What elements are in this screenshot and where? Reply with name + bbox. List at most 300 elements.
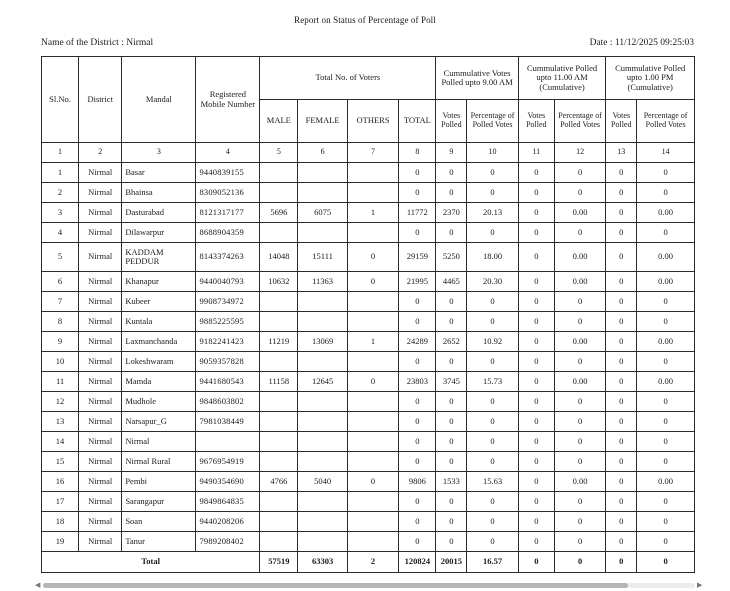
cell-others xyxy=(347,452,398,472)
cell-others xyxy=(347,312,398,332)
cell-male xyxy=(260,492,298,512)
cell-votes-polled-1pm: 0 xyxy=(606,392,637,412)
cell-others: 1 xyxy=(347,203,398,223)
cell-total: 0 xyxy=(399,412,436,432)
cell-female xyxy=(298,492,347,512)
cell-sl-no: 4 xyxy=(42,223,79,243)
cell-votes-polled-11am: 0 xyxy=(518,372,554,392)
cell-total: 0 xyxy=(399,452,436,472)
cell-mobile: 8688904359 xyxy=(196,223,260,243)
cell-votes-polled-11am: 0 xyxy=(518,203,554,223)
cell-female xyxy=(298,512,347,532)
cell-pct-polled-11am: 0 xyxy=(554,223,605,243)
cell-total: 0 xyxy=(399,163,436,183)
scroll-left-arrow-icon[interactable]: ◀ xyxy=(35,581,41,589)
cell-mandal: Lokeshwaram xyxy=(122,352,196,372)
cell-mobile: 7981038449 xyxy=(196,412,260,432)
cell-votes-polled-1pm: 0 xyxy=(606,372,637,392)
cell-votes-polled-9am: 0 xyxy=(436,223,467,243)
cell-mobile: 9440839155 xyxy=(196,163,260,183)
report-title: Report on Status of Percentage of Poll xyxy=(294,15,436,25)
cell-votes-polled-9am: 0 xyxy=(436,512,467,532)
cell-sl-no: 13 xyxy=(42,412,79,432)
cell-votes-polled-11am: 0 xyxy=(518,272,554,292)
cell-female: 11363 xyxy=(298,272,347,292)
cell-votes-polled-9am: 0 xyxy=(436,292,467,312)
cell-votes-polled-9am: 0 xyxy=(436,312,467,332)
cell-pct-polled-11am: 0 xyxy=(554,352,605,372)
cell-votes-polled-1pm: 0 xyxy=(606,272,637,292)
col-header-mandal: Mandal xyxy=(122,57,196,143)
total-row xyxy=(42,552,695,573)
cell-sl-no: 18 xyxy=(42,512,79,532)
cell-others xyxy=(347,163,398,183)
cell-votes-polled-11am: 0 xyxy=(518,163,554,183)
cell-district: Nirmal xyxy=(79,203,122,223)
cell-district: Nirmal xyxy=(79,223,122,243)
cell-sl-no: 6 xyxy=(42,272,79,292)
cell-male: 11219 xyxy=(260,332,298,352)
table-row xyxy=(42,312,695,332)
column-index: 9 xyxy=(436,143,467,163)
cell-mandal: Kubeer xyxy=(122,292,196,312)
column-index: 14 xyxy=(637,143,695,163)
cell-pct-polled-11am: 0.00 xyxy=(554,332,605,352)
cell-pct-polled-11am: 0.00 xyxy=(554,372,605,392)
cell-pct-polled-9am: 0 xyxy=(467,292,519,312)
cell-mobile: 8143374263 xyxy=(196,243,260,272)
col-header-votes-polled-1pm: Votes Polled xyxy=(606,100,637,143)
cell-mobile: 7989208402 xyxy=(196,532,260,552)
cell-total: 0 xyxy=(399,492,436,512)
cell-votes-polled-9am: 0 xyxy=(436,392,467,412)
cell-sl-no: 2 xyxy=(42,183,79,203)
cell-female xyxy=(298,183,347,203)
cell-sl-no: 1 xyxy=(42,163,79,183)
cell-female: 12645 xyxy=(298,372,347,392)
cell-male xyxy=(260,452,298,472)
column-index: 2 xyxy=(79,143,122,163)
cell-votes-polled-1pm: 0 xyxy=(606,312,637,332)
cell-female xyxy=(298,412,347,432)
cell-votes-polled-11am: 0 xyxy=(518,412,554,432)
cell-male xyxy=(260,223,298,243)
cell-votes-polled-11am: 0 xyxy=(518,492,554,512)
cell-pct-polled-1pm: 0 xyxy=(637,532,695,552)
col-header-cum-11am: Cummulative Polled upto 11.00 AM (Cumulative) xyxy=(518,57,606,100)
cell-sl-no: 14 xyxy=(42,432,79,452)
cell-mandal: Dasturabad xyxy=(122,203,196,223)
total-votes-polled-9am: 20015 xyxy=(436,552,467,573)
cell-votes-polled-9am: 0 xyxy=(436,532,467,552)
cell-pct-polled-11am: 0.00 xyxy=(554,472,605,492)
cell-female xyxy=(298,223,347,243)
cell-male xyxy=(260,292,298,312)
cell-mobile: 8121317177 xyxy=(196,203,260,223)
col-header-cum-1pm: Cummulative Polled upto 1.00 PM (Cumulative) xyxy=(606,57,695,100)
cell-total: 21995 xyxy=(399,272,436,292)
cell-pct-polled-11am: 0 xyxy=(554,183,605,203)
cell-votes-polled-1pm: 0 xyxy=(606,163,637,183)
cell-others: 1 xyxy=(347,332,398,352)
cell-votes-polled-1pm: 0 xyxy=(606,412,637,432)
total-female: 63303 xyxy=(298,552,347,573)
total-pct-polled-9am: 16.57 xyxy=(467,552,519,573)
cell-votes-polled-9am: 1533 xyxy=(436,472,467,492)
cell-pct-polled-1pm: 0 xyxy=(637,492,695,512)
cell-others xyxy=(347,432,398,452)
cell-pct-polled-9am: 0 xyxy=(467,532,519,552)
cell-female xyxy=(298,432,347,452)
cell-votes-polled-9am: 0 xyxy=(436,352,467,372)
table-row xyxy=(42,332,695,352)
column-index: 8 xyxy=(399,143,436,163)
table-row xyxy=(42,512,695,532)
total-others: 2 xyxy=(347,552,398,573)
cell-pct-polled-1pm: 0.00 xyxy=(637,243,695,272)
total-votes-polled-1pm: 0 xyxy=(606,552,637,573)
cell-district: Nirmal xyxy=(79,332,122,352)
cell-district: Nirmal xyxy=(79,512,122,532)
cell-pct-polled-9am: 0 xyxy=(467,512,519,532)
cell-votes-polled-9am: 0 xyxy=(436,452,467,472)
cell-votes-polled-1pm: 0 xyxy=(606,452,637,472)
cell-pct-polled-9am: 0 xyxy=(467,492,519,512)
report-date-label: Date : 11/12/2025 09:25:03 xyxy=(589,38,694,48)
cell-others: 0 xyxy=(347,472,398,492)
cell-male xyxy=(260,512,298,532)
table-row xyxy=(42,272,695,292)
column-index: 10 xyxy=(467,143,519,163)
cell-votes-polled-9am: 0 xyxy=(436,432,467,452)
cell-pct-polled-1pm: 0.00 xyxy=(637,372,695,392)
cell-pct-polled-11am: 0 xyxy=(554,412,605,432)
cell-pct-polled-9am: 18.00 xyxy=(467,243,519,272)
cell-total: 0 xyxy=(399,392,436,412)
col-header-cum-9am: Cummulative Votes Polled upto 9.00 AM xyxy=(436,57,518,100)
cell-sl-no: 8 xyxy=(42,312,79,332)
cell-mandal: Mudhole xyxy=(122,392,196,412)
cell-votes-polled-1pm: 0 xyxy=(606,223,637,243)
cell-others: 0 xyxy=(347,243,398,272)
cell-district: Nirmal xyxy=(79,432,122,452)
cell-mobile: 9676954919 xyxy=(196,452,260,472)
cell-votes-polled-9am: 0 xyxy=(436,183,467,203)
cell-votes-polled-1pm: 0 xyxy=(606,492,637,512)
column-index: 4 xyxy=(196,143,260,163)
cell-pct-polled-11am: 0 xyxy=(554,452,605,472)
cell-pct-polled-1pm: 0.00 xyxy=(637,272,695,292)
table-row xyxy=(42,203,695,223)
cell-female: 6075 xyxy=(298,203,347,223)
cell-votes-polled-1pm: 0 xyxy=(606,292,637,312)
cell-mobile: 8309052136 xyxy=(196,183,260,203)
cell-total: 11772 xyxy=(399,203,436,223)
cell-pct-polled-9am: 0 xyxy=(467,392,519,412)
cell-male xyxy=(260,352,298,372)
cell-male xyxy=(260,532,298,552)
cell-pct-polled-1pm: 0 xyxy=(637,512,695,532)
cell-votes-polled-9am: 0 xyxy=(436,412,467,432)
cell-female xyxy=(298,532,347,552)
cell-mobile: 9849864835 xyxy=(196,492,260,512)
cell-mandal: Laxmanchanda xyxy=(122,332,196,352)
cell-others xyxy=(347,412,398,432)
cell-mandal: Sarangapur xyxy=(122,492,196,512)
table-row xyxy=(42,452,695,472)
cell-district: Nirmal xyxy=(79,492,122,512)
cell-female xyxy=(298,392,347,412)
cell-votes-polled-11am: 0 xyxy=(518,432,554,452)
cell-total: 0 xyxy=(399,352,436,372)
cell-votes-polled-9am: 2370 xyxy=(436,203,467,223)
cell-total: 23803 xyxy=(399,372,436,392)
scrollbar-thumb[interactable] xyxy=(43,583,628,588)
cell-district: Nirmal xyxy=(79,452,122,472)
cell-pct-polled-1pm: 0.00 xyxy=(637,203,695,223)
column-index: 6 xyxy=(298,143,347,163)
cell-pct-polled-9am: 0 xyxy=(467,412,519,432)
cell-others xyxy=(347,492,398,512)
column-index: 5 xyxy=(260,143,298,163)
cell-male xyxy=(260,392,298,412)
col-header-female: FEMALE xyxy=(298,100,347,143)
cell-others xyxy=(347,183,398,203)
cell-votes-polled-9am: 5250 xyxy=(436,243,467,272)
cell-sl-no: 17 xyxy=(42,492,79,512)
total-label: Total xyxy=(42,552,260,573)
cell-votes-polled-1pm: 0 xyxy=(606,532,637,552)
table-row xyxy=(42,243,695,272)
table-row xyxy=(42,412,695,432)
district-name-label: Name of the District : Nirmal xyxy=(41,38,154,48)
cell-pct-polled-11am: 0.00 xyxy=(554,203,605,223)
cell-pct-polled-11am: 0 xyxy=(554,292,605,312)
table-row xyxy=(42,532,695,552)
total-voters: 120824 xyxy=(399,552,436,573)
cell-pct-polled-9am: 15.73 xyxy=(467,372,519,392)
cell-pct-polled-9am: 0 xyxy=(467,432,519,452)
cell-total: 24289 xyxy=(399,332,436,352)
cell-district: Nirmal xyxy=(79,472,122,492)
table-body xyxy=(42,163,695,552)
cell-male xyxy=(260,183,298,203)
cell-sl-no: 19 xyxy=(42,532,79,552)
col-header-others: OTHERS xyxy=(347,100,398,143)
total-pct-polled-1pm: 0 xyxy=(637,552,695,573)
cell-mobile: 9885225595 xyxy=(196,312,260,332)
cell-district: Nirmal xyxy=(79,312,122,332)
cell-pct-polled-1pm: 0 xyxy=(637,392,695,412)
cell-pct-polled-9am: 20.13 xyxy=(467,203,519,223)
cell-total: 0 xyxy=(399,532,436,552)
cell-pct-polled-11am: 0 xyxy=(554,532,605,552)
cell-male: 5696 xyxy=(260,203,298,223)
cell-votes-polled-9am: 0 xyxy=(436,492,467,512)
table-row xyxy=(42,163,695,183)
cell-female: 13069 xyxy=(298,332,347,352)
cell-votes-polled-11am: 0 xyxy=(518,512,554,532)
cell-others xyxy=(347,392,398,412)
table-row xyxy=(42,392,695,412)
cell-mandal: Khanapur xyxy=(122,272,196,292)
cell-pct-polled-9am: 0 xyxy=(467,183,519,203)
cell-others: 0 xyxy=(347,272,398,292)
column-index: 3 xyxy=(122,143,196,163)
cell-pct-polled-9am: 0 xyxy=(467,163,519,183)
total-male: 57519 xyxy=(260,552,298,573)
cell-votes-polled-11am: 0 xyxy=(518,312,554,332)
col-header-votes-polled-11am: Votes Polled xyxy=(518,100,554,143)
cell-pct-polled-9am: 0 xyxy=(467,352,519,372)
column-index: 13 xyxy=(606,143,637,163)
table-row xyxy=(42,472,695,492)
cell-pct-polled-9am: 20.30 xyxy=(467,272,519,292)
cell-female: 15111 xyxy=(298,243,347,272)
cell-pct-polled-11am: 0 xyxy=(554,392,605,412)
cell-others xyxy=(347,223,398,243)
cell-mobile: 9441680543 xyxy=(196,372,260,392)
cell-pct-polled-1pm: 0 xyxy=(637,163,695,183)
cell-district: Nirmal xyxy=(79,163,122,183)
cell-pct-polled-1pm: 0 xyxy=(637,292,695,312)
cell-mandal: Kuntala xyxy=(122,312,196,332)
col-header-pct-polled-11am: Percentage of Polled Votes xyxy=(554,100,605,143)
cell-district: Nirmal xyxy=(79,243,122,272)
cell-sl-no: 12 xyxy=(42,392,79,412)
cell-others xyxy=(347,532,398,552)
cell-votes-polled-11am: 0 xyxy=(518,352,554,372)
cell-male xyxy=(260,312,298,332)
cell-mobile: 9182241423 xyxy=(196,332,260,352)
cell-district: Nirmal xyxy=(79,292,122,312)
cell-sl-no: 5 xyxy=(42,243,79,272)
col-header-pct-polled-9am: Percentage of Polled Votes xyxy=(467,100,519,143)
column-index: 7 xyxy=(347,143,398,163)
cell-votes-polled-11am: 0 xyxy=(518,223,554,243)
cell-female xyxy=(298,292,347,312)
cell-pct-polled-1pm: 0.00 xyxy=(637,472,695,492)
cell-sl-no: 10 xyxy=(42,352,79,372)
cell-female: 5040 xyxy=(298,472,347,492)
total-pct-polled-11am: 0 xyxy=(554,552,605,573)
cell-mandal: Pembi xyxy=(122,472,196,492)
cell-total: 0 xyxy=(399,292,436,312)
cell-district: Nirmal xyxy=(79,372,122,392)
cell-district: Nirmal xyxy=(79,412,122,432)
horizontal-scrollbar[interactable] xyxy=(43,583,695,588)
cell-male: 11158 xyxy=(260,372,298,392)
cell-male: 10632 xyxy=(260,272,298,292)
cell-mobile: 9490354690 xyxy=(196,472,260,492)
poll-status-table xyxy=(41,56,695,573)
cell-total: 0 xyxy=(399,512,436,532)
cell-votes-polled-1pm: 0 xyxy=(606,243,637,272)
cell-votes-polled-11am: 0 xyxy=(518,532,554,552)
cell-mobile: 9440040793 xyxy=(196,272,260,292)
cell-pct-polled-1pm: 0 xyxy=(637,223,695,243)
cell-pct-polled-1pm: 0.00 xyxy=(637,332,695,352)
cell-votes-polled-1pm: 0 xyxy=(606,183,637,203)
column-index: 11 xyxy=(518,143,554,163)
cell-pct-polled-1pm: 0 xyxy=(637,312,695,332)
col-header-mobile: Registered Mobile Number xyxy=(196,57,260,143)
cell-total: 0 xyxy=(399,432,436,452)
cell-sl-no: 15 xyxy=(42,452,79,472)
cell-mandal: Nirmal xyxy=(122,432,196,452)
cell-votes-polled-1pm: 0 xyxy=(606,332,637,352)
table-row xyxy=(42,372,695,392)
cell-mandal: Mamda xyxy=(122,372,196,392)
col-header-total: TOTAL xyxy=(399,100,436,143)
cell-total: 0 xyxy=(399,223,436,243)
scroll-right-arrow-icon[interactable]: ▶ xyxy=(697,581,703,589)
cell-pct-polled-11am: 0 xyxy=(554,512,605,532)
cell-total: 29159 xyxy=(399,243,436,272)
cell-votes-polled-1pm: 0 xyxy=(606,203,637,223)
cell-mobile: 9908734972 xyxy=(196,292,260,312)
cell-mandal: Dilawarpur xyxy=(122,223,196,243)
cell-total: 9806 xyxy=(399,472,436,492)
column-index: 12 xyxy=(554,143,605,163)
cell-mandal: KADDAM PEDDUR xyxy=(122,243,196,272)
total-votes-polled-11am: 0 xyxy=(518,552,554,573)
cell-pct-polled-1pm: 0 xyxy=(637,412,695,432)
cell-votes-polled-11am: 0 xyxy=(518,183,554,203)
cell-votes-polled-9am: 0 xyxy=(436,163,467,183)
cell-pct-polled-9am: 10.92 xyxy=(467,332,519,352)
cell-pct-polled-11am: 0.00 xyxy=(554,272,605,292)
cell-male: 14048 xyxy=(260,243,298,272)
cell-others xyxy=(347,512,398,532)
column-index-row xyxy=(42,143,695,163)
cell-sl-no: 16 xyxy=(42,472,79,492)
cell-votes-polled-11am: 0 xyxy=(518,292,554,312)
cell-votes-polled-11am: 0 xyxy=(518,392,554,412)
table-row xyxy=(42,292,695,312)
cell-others xyxy=(347,352,398,372)
cell-pct-polled-1pm: 0 xyxy=(637,352,695,372)
cell-votes-polled-1pm: 0 xyxy=(606,512,637,532)
cell-female xyxy=(298,452,347,472)
table-row xyxy=(42,432,695,452)
col-header-sl-no: Sl.No. xyxy=(42,57,79,143)
cell-mandal: Bhainsa xyxy=(122,183,196,203)
cell-mandal: Basar xyxy=(122,163,196,183)
cell-pct-polled-11am: 0 xyxy=(554,312,605,332)
cell-pct-polled-11am: 0 xyxy=(554,163,605,183)
cell-mobile: 9440208206 xyxy=(196,512,260,532)
table-row xyxy=(42,492,695,512)
cell-mandal: Nirmal Rural xyxy=(122,452,196,472)
cell-mandal: Narsapur_G xyxy=(122,412,196,432)
col-header-total-voters: Total No. of Voters xyxy=(260,57,436,100)
cell-male xyxy=(260,163,298,183)
cell-pct-polled-9am: 15.63 xyxy=(467,472,519,492)
table-row xyxy=(42,223,695,243)
cell-sl-no: 3 xyxy=(42,203,79,223)
cell-pct-polled-1pm: 0 xyxy=(637,452,695,472)
cell-male: 4766 xyxy=(260,472,298,492)
cell-district: Nirmal xyxy=(79,183,122,203)
cell-mandal: Tanur xyxy=(122,532,196,552)
cell-mobile: 9848603802 xyxy=(196,392,260,412)
cell-votes-polled-11am: 0 xyxy=(518,452,554,472)
cell-male xyxy=(260,412,298,432)
cell-female xyxy=(298,352,347,372)
cell-pct-polled-1pm: 0 xyxy=(637,183,695,203)
cell-pct-polled-9am: 0 xyxy=(467,312,519,332)
